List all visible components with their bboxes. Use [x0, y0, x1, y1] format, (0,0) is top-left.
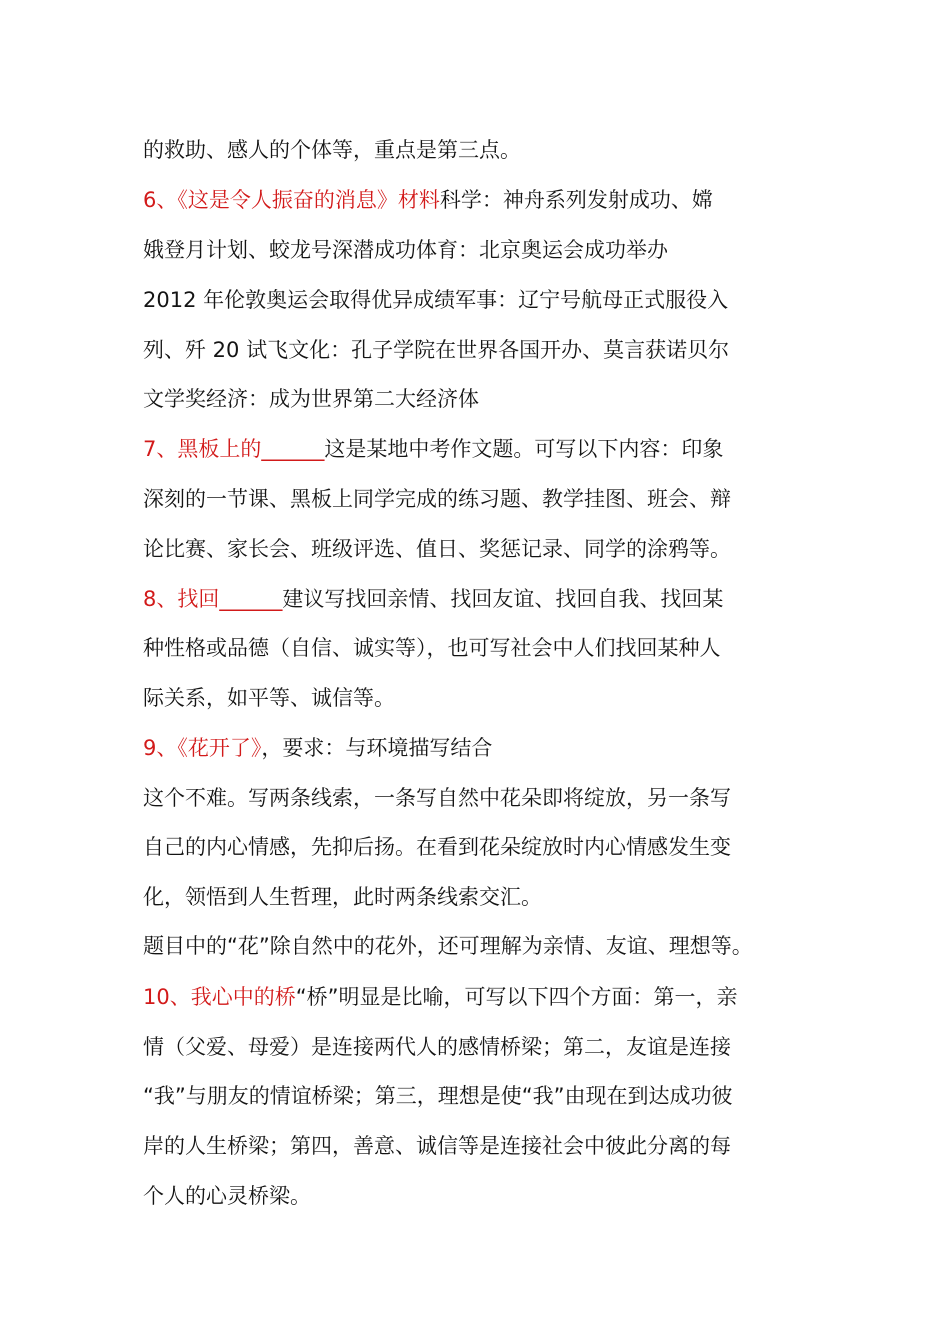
- paragraph-line: [143, 230, 813, 270]
- item-8-title: 8、找回______: [143, 587, 283, 611]
- paragraph-line: [143, 1027, 813, 1067]
- item-9-title: 9、《花开了》: [143, 736, 262, 760]
- item-7-title: 7、黑板上的______: [143, 437, 325, 461]
- line-text: 岸的人生桥梁；第四，善意、诚信等是连接社会中彼此分离的每: [143, 1134, 731, 1158]
- paragraph-line: [143, 827, 813, 867]
- line-text: 际关系，如平等、诚信等。: [143, 686, 395, 710]
- line-text: 这是某地中考作文题。可写以下内容：印象: [324, 437, 724, 461]
- line-text: 娥登月计划、蛟龙号深潜成功体育：北京奥运会成功举办: [143, 238, 668, 262]
- line-text: 种性格或品德（自信、诚实等），也可写社会中人们找回某种人: [143, 636, 721, 660]
- item-6-heading-line: [143, 180, 813, 220]
- item-10-title: 10、我心中的桥: [143, 985, 296, 1009]
- paragraph-line: [143, 130, 813, 170]
- paragraph-line: [143, 280, 813, 320]
- paragraph-line: [143, 628, 813, 668]
- paragraph-line: [143, 1076, 813, 1116]
- line-text: 题目中的“花”除自然中的花外，还可理解为亲情、友谊、理想等。: [143, 934, 753, 958]
- paragraph-line: [143, 926, 813, 966]
- item-6-title: 6、《这是令人振奋的消息》材料: [143, 188, 440, 212]
- paragraph-line: [143, 479, 813, 519]
- line-text: 化，领悟到人生哲理，此时两条线索交汇。: [143, 885, 542, 909]
- line-text: 这个不难。写两条线索，一条写自然中花朵即将绽放，另一条写: [143, 786, 731, 810]
- line-text: 个人的心灵桥梁。: [143, 1184, 311, 1208]
- item-10-heading-line: [143, 977, 813, 1017]
- line-text: 列、歼 20 试飞文化：孔子学院在世界各国开办、莫言获诺贝尔: [143, 338, 730, 362]
- paragraph-line: [143, 379, 813, 419]
- line-text: 深刻的一节课、黑板上同学完成的练习题、教学挂图、班会、辩: [143, 487, 731, 511]
- paragraph-line: [143, 678, 813, 718]
- line-text: 科学：神舟系列发射成功、嫦: [439, 188, 713, 212]
- line-text: 情（父爱、母爱）是连接两代人的感情桥梁；第二，友谊是连接: [143, 1035, 731, 1059]
- line-text: 论比赛、家长会、班级评选、值日、奖惩记录、同学的涂鸦等。: [143, 537, 731, 561]
- line-text: 文学奖经济：成为世界第二大经济体: [143, 387, 479, 411]
- paragraph-line: [143, 1126, 813, 1166]
- line-text: “我”与朋友的情谊桥梁；第三，理想是使“我”由现在到达成功彼: [143, 1084, 733, 1108]
- item-7-heading-line: [143, 429, 813, 469]
- line-text: 的救助、感人的个体等，重点是第三点。: [143, 138, 521, 162]
- line-text: ，要求：与环境描写结合: [261, 736, 493, 760]
- line-text: 自己的内心情感，先抑后扬。在看到花朵绽放时内心情感发生变: [143, 835, 731, 859]
- paragraph-line: [143, 529, 813, 569]
- line-text: 2012 年伦敦奥运会取得优异成绩军事：辽宁号航母正式服役入: [143, 288, 729, 312]
- item-9-heading-line: [143, 728, 813, 768]
- line-text: 建议写找回亲情、找回友谊、找回自我、找回某: [282, 587, 724, 611]
- item-8-heading-line: [143, 579, 813, 619]
- paragraph-line: [143, 877, 813, 917]
- paragraph-line: [143, 1176, 813, 1216]
- paragraph-line: [143, 330, 813, 370]
- line-text: “桥”明显是比喻，可写以下四个方面：第一，亲: [295, 985, 738, 1009]
- paragraph-line: [143, 778, 813, 818]
